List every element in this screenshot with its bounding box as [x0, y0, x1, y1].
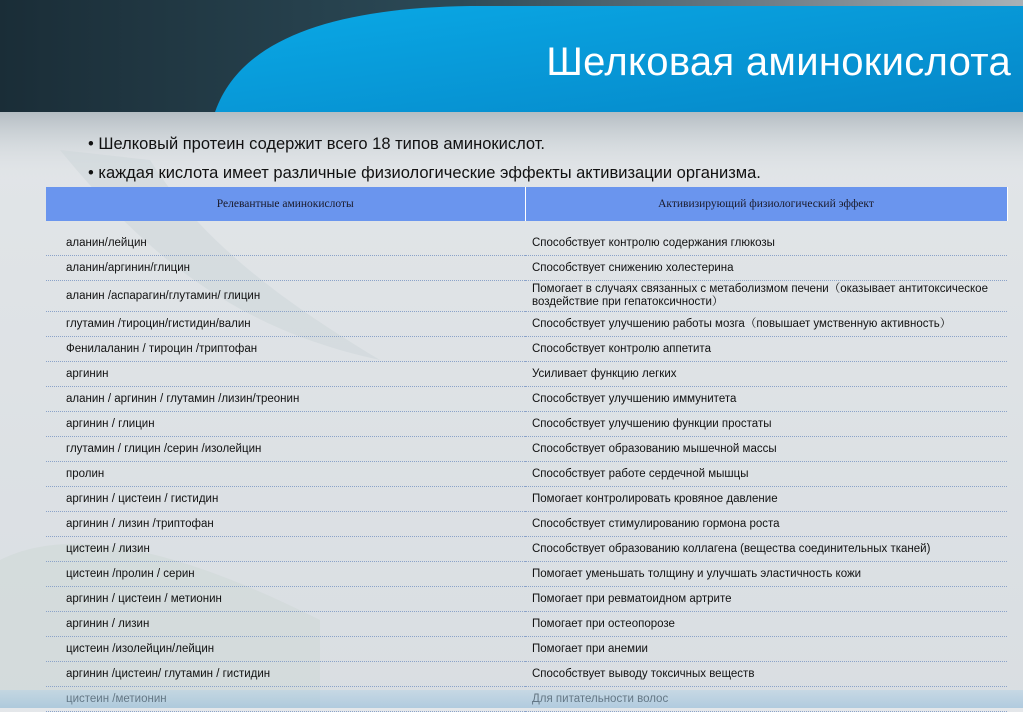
column-header-effect: Активизирующий физиологический эффект: [525, 187, 1007, 221]
table-row: [46, 387, 1007, 412]
table-row: [46, 362, 1007, 387]
table-body: [46, 221, 1007, 712]
amino-acid-cell: цистеин / лизин: [46, 537, 525, 562]
effect-cell: Помогает уменьшать толщину и улучшать эластичность кожи: [525, 562, 1007, 587]
effect-cell: Помогает при ревматоидном артрите: [525, 587, 1007, 612]
amino-acid-cell: аргинин / цистеин / гистидин: [46, 487, 525, 512]
amino-acid-cell: аргинин /цистеин/ глутамин / гистидин: [46, 662, 525, 687]
effect-cell: Способствует стимулированию гормона роста: [525, 512, 1007, 537]
table-row: [46, 412, 1007, 437]
effect-cell: Способствует образованию коллагена (вещества соединительных тканей): [525, 537, 1007, 562]
table-row: [46, 312, 1007, 337]
amino-acid-cell: аргинин / лизин: [46, 612, 525, 637]
table-row: [46, 562, 1007, 587]
effect-cell: Способствует контролю аппетита: [525, 337, 1007, 362]
bottom-band: [0, 690, 1023, 708]
amino-acid-cell: аланин / аргинин / глутамин /лизин/треонин: [46, 387, 525, 412]
amino-acid-cell: цистеин /пролин / серин: [46, 562, 525, 587]
table-header-row: [46, 187, 1007, 221]
amino-acid-cell: глутамин / глицин /серин /изолейцин: [46, 437, 525, 462]
table-row: [46, 462, 1007, 487]
bullet-list: [88, 132, 761, 190]
amino-acid-cell: аргинин / цистеин / метионин: [46, 587, 525, 612]
table-row: [46, 281, 1007, 312]
amino-acid-cell: Фенилаланин / тироцин /триптофан: [46, 337, 525, 362]
table-row: [46, 612, 1007, 637]
effect-cell: Усиливает функцию легких: [525, 362, 1007, 387]
effect-cell: Способствует работе сердечной мышцы: [525, 462, 1007, 487]
amino-acid-cell: аланин/аргинин/глицин: [46, 256, 525, 281]
amino-acid-cell: цистеин /изолейцин/лейцин: [46, 637, 525, 662]
effect-cell: Помогает в случаях связанных с метаболизмом печени（оказывает антитоксическое воздействие при гепатоксичности）: [525, 281, 1007, 312]
amino-acid-table: [46, 187, 1008, 712]
effect-cell: Способствует улучшению работы мозга（повышает умственную активность）: [525, 312, 1007, 337]
amino-acid-cell: пролин: [46, 462, 525, 487]
amino-acid-cell: аргинин / лизин /триптофан: [46, 512, 525, 537]
table-row: [46, 256, 1007, 281]
bullet-item: • Шелковый протеин содержит всего 18 типов аминокислот.: [88, 135, 546, 153]
effect-cell: Способствует контролю содержания глюкозы: [525, 231, 1007, 256]
table-row: [46, 437, 1007, 462]
effect-cell: Способствует снижению холестерина: [525, 256, 1007, 281]
table-row: [46, 231, 1007, 256]
table-row: [46, 537, 1007, 562]
amino-acid-cell: аргинин: [46, 362, 525, 387]
amino-acid-cell: глутамин /тироцин/гистидин/валин: [46, 312, 525, 337]
table-row: [46, 587, 1007, 612]
effect-cell: Способствует улучшению функции простаты: [525, 412, 1007, 437]
bullet-item: • каждая кислота имеет различные физиологические эффекты активизации организма.: [88, 164, 761, 182]
table-row: [46, 637, 1007, 662]
effect-cell: Способствует выводу токсичных веществ: [525, 662, 1007, 687]
amino-acid-cell: аланин/лейцин: [46, 231, 525, 256]
amino-acid-cell: аргинин / глицин: [46, 412, 525, 437]
effect-cell: Способствует улучшению иммунитета: [525, 387, 1007, 412]
effect-cell: Помогает при остеопорозе: [525, 612, 1007, 637]
table-row: [46, 662, 1007, 687]
effect-cell: Помогает контролировать кровяное давление: [525, 487, 1007, 512]
column-header-amino-acids: Релевантные аминокислоты: [46, 187, 525, 221]
slide-title: Шелковая аминокислота: [546, 40, 1011, 84]
table-row: [46, 337, 1007, 362]
effect-cell: Помогает при анемии: [525, 637, 1007, 662]
effect-cell: Способствует образованию мышечной массы: [525, 437, 1007, 462]
table-row: [46, 487, 1007, 512]
table-row: [46, 512, 1007, 537]
amino-acid-cell: аланин /аспарагин/глутамин/ глицин: [46, 281, 525, 312]
